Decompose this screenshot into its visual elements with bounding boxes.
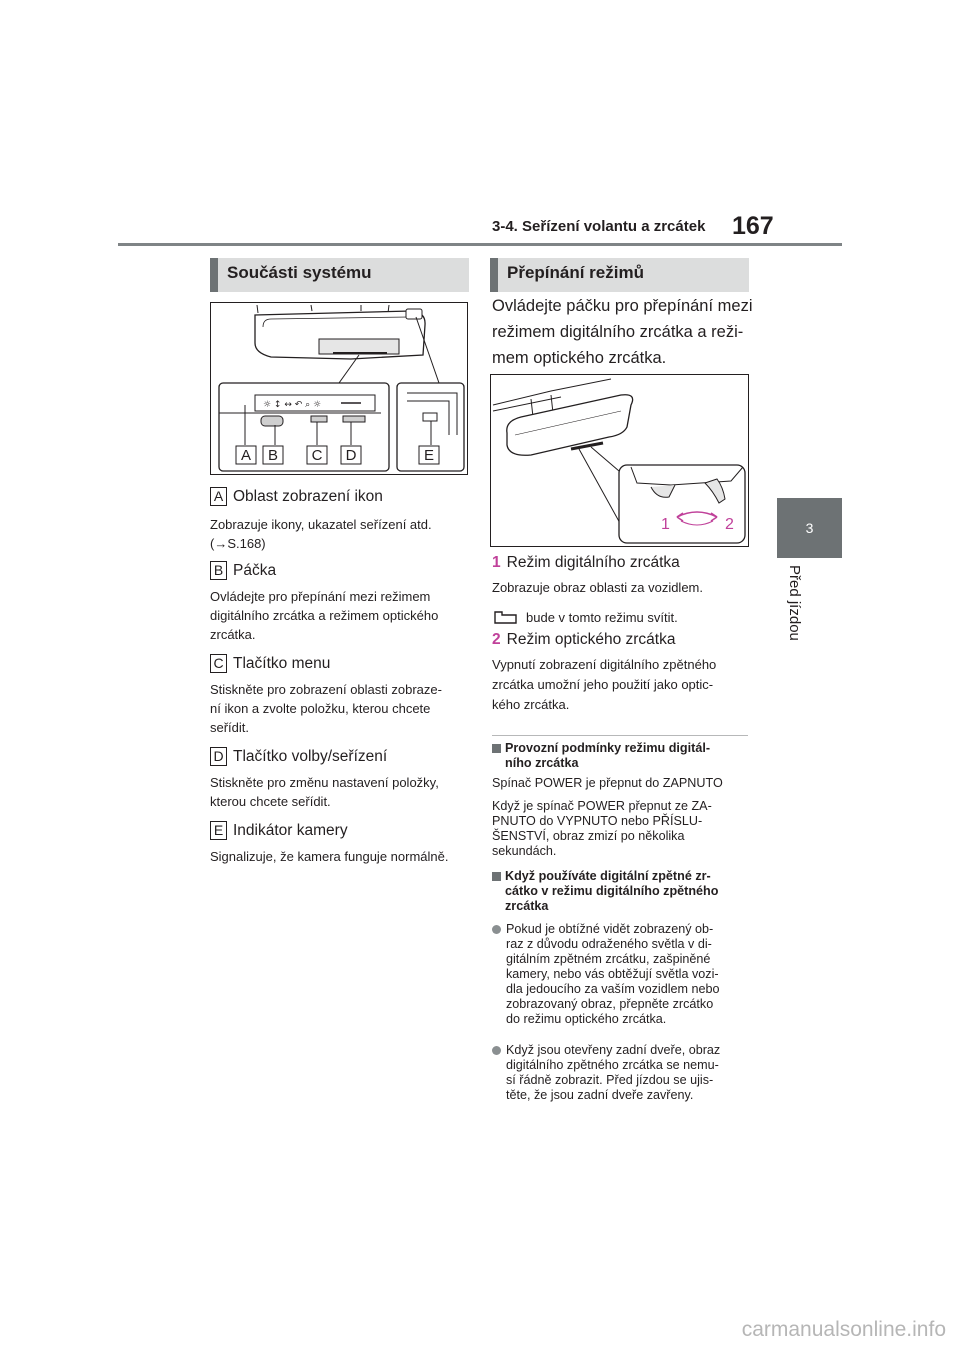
item-d-desc [210, 773, 470, 811]
figure-label-2: 2 [725, 516, 734, 533]
intro-line: Ovládejte páčku pro přepínání mezi [492, 297, 753, 315]
square-bullet-icon [492, 872, 501, 881]
figure-label-e: E [423, 447, 435, 464]
figure-label-d: D [345, 447, 357, 464]
item-e-title [210, 821, 348, 840]
bullet-line: dla jedoucího za vaším vozidlem nebo [506, 982, 720, 996]
separator [492, 735, 748, 736]
bullet-line: těte, že jsou zadní dveře zavřeny. [506, 1088, 694, 1102]
mode-2-desc [492, 655, 754, 715]
section-title-modes: Přepínání režimů [490, 258, 749, 292]
note-head-line: Provozní podmínky režimu digitál- [505, 741, 711, 755]
figure-mode-lever [490, 374, 749, 547]
letter-box-a: A [210, 487, 227, 506]
bullet-line: gitálním zpětném zrcátku, zašpiněné [506, 952, 711, 966]
item-a-title [210, 487, 383, 506]
mode-1-number: 1 [492, 554, 501, 571]
header-title: 3-4. Seřízení volantu a zrcátek [492, 218, 706, 235]
watermark[interactable]: carmanualsonline.info [741, 1318, 946, 1341]
round-bullet-icon [492, 925, 501, 934]
desc-line: Stiskněte pro zobrazení oblasti zobraze- [210, 682, 442, 697]
item-e-desc [210, 847, 470, 866]
intro-line: mem optického zrcátka. [492, 349, 667, 367]
desc-line: seřídit. [210, 720, 250, 735]
header-rule [118, 243, 842, 246]
mode-1-extra [492, 608, 754, 628]
chapter-title: Před jízdou [786, 565, 803, 641]
round-bullet-icon [492, 1046, 501, 1055]
item-a-label: Oblast zobrazení ikon [233, 487, 383, 505]
bullet-line: sí řádně zobrazit. Před jízdou se ujis- [506, 1073, 714, 1087]
letter-box-c: C [210, 654, 227, 673]
note-2-head [492, 869, 752, 914]
bullet-line: kamery, nebo vás obtěžují světla vozi- [506, 967, 719, 981]
note-head-line: cátko v režimu digitálního zpětného [505, 884, 719, 898]
figure-mirror-components [210, 302, 468, 475]
bullet-line: Pokud je obtížné vidět zobrazený ob- [506, 922, 714, 936]
note-line: sekundách. [492, 844, 557, 858]
item-a-desc [210, 515, 470, 553]
letter-box-e: E [210, 821, 227, 840]
letter-box-d: D [210, 747, 227, 766]
camera-indicator-icon [492, 611, 518, 625]
bullet-line: zobrazovaný obraz, přepněte zrcátko [506, 997, 714, 1011]
note-head-line: Když používáte digitální zpětné zr- [505, 869, 711, 883]
figure-label-c: C [311, 447, 323, 464]
desc-line: digitálního zrcátka a režimem optického [210, 608, 439, 623]
desc-line: ní ikon a zvolte položku, kterou chcete [210, 701, 431, 716]
mode-2-label: Režim optického zrcátka [506, 631, 676, 648]
note-1-head [492, 741, 752, 771]
bullet-line: raz z důvodu odraženého světla v di- [506, 937, 712, 951]
bullet-line: digitálního zpětného zrcátka se nemu- [506, 1058, 719, 1072]
mode-1-title [492, 554, 680, 572]
mode-2-title [492, 631, 675, 649]
desc-line: Vypnutí zobrazení digitálního zpětného [492, 657, 717, 672]
section-title-components: Součásti systému [210, 258, 469, 292]
item-d-title [210, 747, 387, 766]
bullet-line: Když jsou otevřeny zadní dveře, obraz [506, 1043, 721, 1057]
desc-line: zrcátka. [210, 627, 256, 642]
note-line: PNUTO do VYPNUTO nebo PŘÍSLU- [492, 814, 703, 828]
note-line: ŠENSTVÍ, obraz zmizí po několika [492, 829, 685, 843]
note-head-line: zrcátka [505, 899, 549, 913]
desc-line: Stiskněte pro změnu nastavení položky, [210, 775, 439, 790]
desc-line[interactable]: (→S.168) [210, 536, 266, 551]
note-head-line: ního zrcátka [505, 756, 579, 770]
item-d-label: Tlačítko volby/seřízení [233, 747, 388, 765]
note-2-bullet-2 [492, 1043, 754, 1103]
mode-1-extra-text: bude v tomto režimu svítit. [526, 610, 678, 625]
intro-line: režimem digitálního zrcátka a reži- [492, 323, 744, 341]
page-number: 167 [732, 212, 774, 240]
desc-line: Ovládejte pro přepínání mezi režimem [210, 589, 431, 604]
desc-line: zrcátka umožní jeho použití jako optic- [492, 677, 714, 692]
figure-label-1: 1 [661, 516, 670, 533]
modes-intro [492, 293, 754, 371]
figure-label-b: B [267, 447, 279, 464]
desc-line: kého zrcátka. [492, 697, 570, 712]
desc-line: Signalizuje, že kamera funguje normálně. [210, 849, 449, 864]
letter-box-b: B [210, 561, 227, 580]
item-c-desc [210, 680, 470, 737]
chapter-number: 3 [805, 520, 814, 536]
note-1-para-2 [492, 799, 752, 859]
bullet-line: do režimu optického zrcátka. [506, 1012, 667, 1026]
mode-2-number: 2 [492, 631, 501, 648]
note-line: Když je spínač POWER přepnut ze ZA- [492, 799, 712, 813]
svg-text:☼ ↕ ↔ ↶ ⌕ ☼: ☼ ↕ ↔ ↶ ⌕ ☼ [263, 400, 322, 410]
desc-line: kterou chcete seřídit. [210, 794, 331, 809]
item-e-label: Indikátor kamery [233, 821, 348, 839]
item-c-label: Tlačítko menu [233, 654, 331, 672]
item-b-label: Páčka [233, 561, 277, 579]
figure-label-a: A [240, 447, 252, 464]
square-bullet-icon [492, 744, 501, 753]
desc-line: Zobrazuje ikony, ukazatel seřízení atd. [210, 517, 432, 532]
item-c-title [210, 654, 330, 673]
mode-1-label: Režim digitálního zrcátka [506, 554, 680, 571]
chapter-tab[interactable] [777, 498, 842, 558]
mode-1-desc: Zobrazuje obraz oblasti za vozidlem. [492, 580, 703, 595]
item-b-title [210, 561, 276, 580]
item-b-desc [210, 587, 470, 644]
note-1-para-1: Spínač POWER je přepnut do ZAPNUTO [492, 776, 723, 790]
note-2-bullet-1 [492, 922, 754, 1027]
